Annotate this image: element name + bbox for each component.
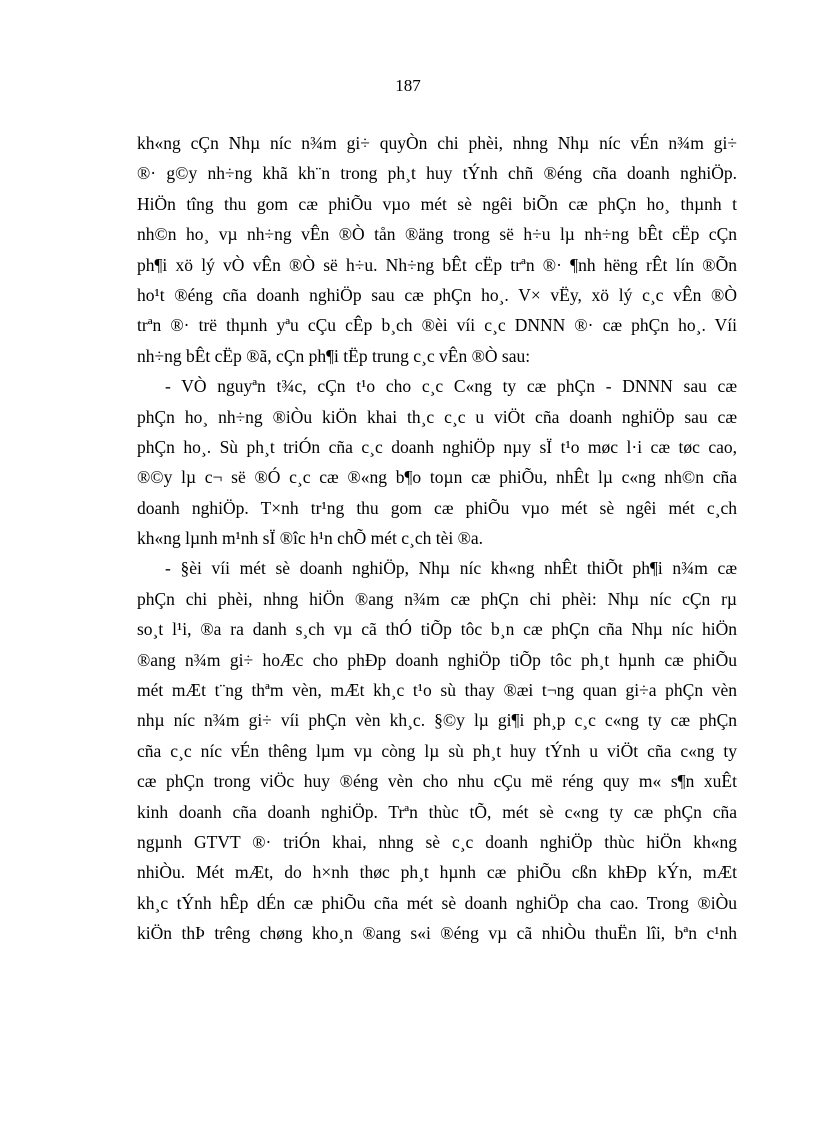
text-line: nh©n ho¸ vµ nh÷ng vÊn ®Ò tån ®äng trong së h÷u lµ nh÷ng bÊt cËp cÇn (137, 224, 737, 245)
text-line: cña c¸c níc vÉn thêng lµm vµ còng lµ sù ph¸t huy tÝnh u viÖt cña c«ng ty (137, 740, 737, 761)
text-line: nh÷ng bÊt cËp ®ã, cÇn ph¶i tËp trung c¸c vÊn ®Ò sau: (137, 345, 531, 366)
text-line: kh«ng lµnh m¹nh sÏ ®îc h¹n chÕ mét c¸ch tèi ®a. (137, 528, 484, 549)
text-line: ®· g©y nh÷ng khã kh¨n trong ph¸t huy tÝnh chñ ®éng cña doanh nghiÖp. (137, 163, 737, 184)
text-line: ngµnh GTVT ®· triÓn khai, nhng sè c¸c doanh nghiÖp thùc hiÖn kh«ng (137, 831, 737, 852)
text-line: phÇn ho¸ nh÷ng ®iÒu kiÖn khai th¸c c¸c u viÖt cña doanh nghiÖp sau cæ (137, 406, 737, 427)
text-line: ®ang n¾m gi÷ hoÆc cho phÐp doanh nghiÖp tiÕp tôc ph¸t hµnh cæ phiÕu (137, 649, 737, 670)
text-line: ®©y lµ c¬ së ®Ó c¸c cæ ®«ng b¶o toµn cæ phiÕu, nhÊt lµ c«ng nh©n cña (137, 467, 737, 488)
text-line: HiÖn tîng thu gom cæ phiÕu vµo mét sè ngêi biÕn cæ phÇn ho¸ thµnh t (137, 193, 737, 214)
text-line: phÇn chi phèi, nhng hiÖn ®ang n¾m cæ phÇn chi phèi: Nhµ níc cÇn rµ (137, 588, 737, 609)
page-number: 187 (395, 76, 421, 95)
text-line: so¸t l¹i, ®a ra danh s¸ch vµ cã thÓ tiÕp tôc b¸n cæ phÇn cña Nhµ níc hiÖn (137, 619, 737, 640)
text-line: kh«ng cÇn Nhµ níc n¾m gi÷ quyÒn chi phèi, nhng Nhµ níc vÉn n¾m gi÷ (137, 133, 737, 153)
body-text (137, 128, 737, 949)
text-line: nhiÒu. Mét mÆt, do h×nh thøc ph¸t hµnh cæ phiÕu cßn khÐp kÝn, mÆt (137, 862, 737, 883)
text-line: - VÒ nguyªn t¾c, cÇn t¹o cho c¸c C«ng ty cæ phÇn - DNNN sau cæ (165, 376, 737, 397)
text-line: nhµ níc n¾m gi÷ víi phÇn vèn kh¸c. §©y lµ gi¶i ph¸p c¸c c«ng ty cæ phÇn (137, 710, 737, 731)
text-line: kinh doanh cña doanh nghiÖp. Trªn thùc tÕ, mét sè c«ng ty cæ phÇn cña (137, 801, 737, 822)
text-line: ph¶i xö lý vÒ vÊn ®Ò së h÷u. Nh÷ng bÊt cËp trªn ®· ¶nh hëng rÊt lín ®Õn (137, 254, 737, 275)
text-line: mét mÆt t¨ng thªm vèn, mÆt kh¸c t¹o sù thay ®æi t¬ng quan gi÷a phÇn vèn (137, 680, 737, 701)
text-line: - §èi víi mét sè doanh nghiÖp, Nhµ níc kh«ng nhÊt thiÕt ph¶i n¾m cæ (165, 558, 737, 579)
text-line: trªn ®· trë thµnh yªu cÇu cÊp b¸ch ®èi víi c¸c DNNN ®· cæ phÇn ho¸. Víi (137, 315, 737, 336)
text-line: cæ phÇn trong viÖc huy ®éng vèn cho nhu cÇu më réng quy m« s¶n xuÊt (137, 771, 737, 792)
text-line: ho¹t ®éng cña doanh nghiÖp sau cæ phÇn ho¸. V× vËy, xö lý c¸c vÊn ®Ò (137, 284, 737, 305)
text-line: kh¸c tÝnh hÊp dÉn cæ phiÕu cña mét sè doanh nghiÖp cha cao. Trong ®iÒu (137, 892, 737, 913)
text-line: kiÖn thÞ trêng chøng kho¸n ®ang s«i ®éng vµ cã nhiÒu thuËn lîi, bªn c¹nh (137, 923, 737, 944)
text-line: phÇn ho¸. Sù ph¸t triÓn cña c¸c doanh nghiÖp nµy sÏ t¹o møc l·i cæ tøc cao, (137, 436, 737, 457)
text-line: doanh nghiÖp. T×nh tr¹ng thu gom cæ phiÕu vµo mét sè ngêi mét c¸ch (137, 497, 737, 518)
